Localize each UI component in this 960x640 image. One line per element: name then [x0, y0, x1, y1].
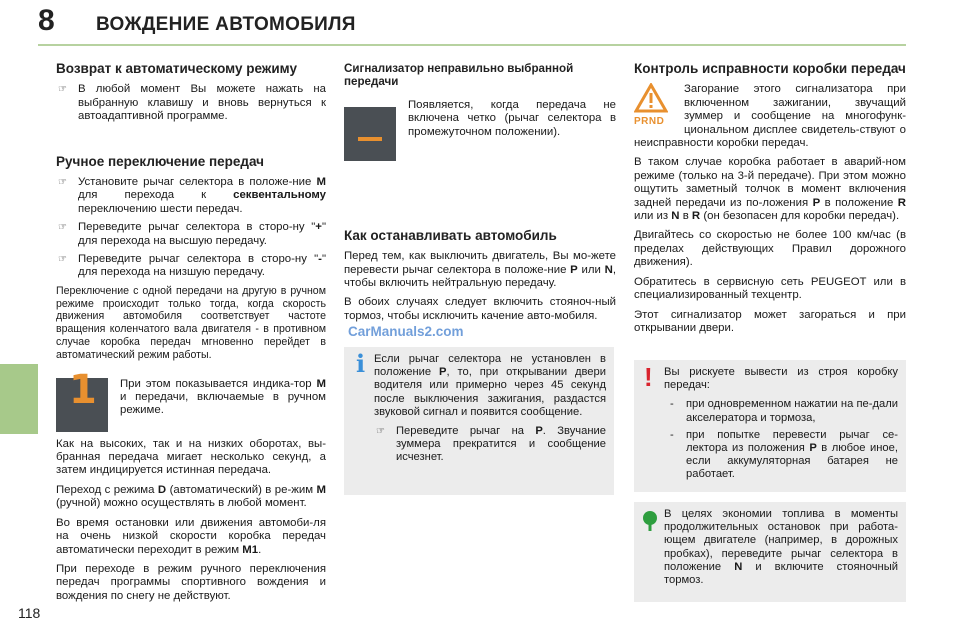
bullet-item: ☞ Переведите рычаг селектора в сторо-ну "+" для перехода на высшую передачу. [58, 221, 326, 247]
dash-item: - при попытке перевести рычаг се-лектора из положения P в любое иное, если аккумуляторная батарея не работает. [670, 428, 898, 481]
hand-pointer-icon: ☞ [58, 177, 67, 189]
section-title-wrong-gear: Сигнализатор неправильно выбранной передачи [344, 62, 574, 89]
watermark-text: CarManuals2.com [348, 324, 464, 339]
section-title-return-auto: Возврат к автоматическому режиму [56, 61, 297, 76]
bullet-item: ☞ Переведите рычаг на P. Звучание зуммера прекратится и сообщение исчезнет. [376, 425, 606, 464]
paragraph: В обоих случаях следует включить стояноч-ный тормоз, чтобы исключить качение авто-мобиля. [344, 296, 616, 322]
paragraph: Загорание этого сигнализатора при включенном зажигании, звучащий зуммер и сообщение на многофунк-циональном дисплее свидетель-ствуют о неисправности коробки передач. [634, 83, 906, 150]
bullet-item: ☞ Установите рычаг селектора в положе-ние M для перехода к секвентальному переключению шести передач. [58, 176, 326, 215]
header-rule [38, 44, 906, 46]
section-title-manual-shift: Ручное переключение передач [56, 153, 264, 169]
prnd-label: PRND [634, 116, 665, 128]
bullet-item: ☞ Переведите рычаг селектора в сторо-ну "-" для перехода на низшую передачу. [58, 253, 326, 279]
manual-shift-note: Переключение с одной передачи на другую в ручном режиме происходит только тогда, когда скорость движения автомобиля соответствует частоте вращения коленчатого вала двигателя - в противном случае коробка передач мгновенно перейдет в автоматический режим работы. [56, 284, 326, 361]
exclamation-icon: ! [644, 362, 653, 392]
column-right [634, 62, 906, 341]
eco-note-box [634, 502, 906, 602]
dash-item: - при одновременном нажатии на пе-дали акселератора и тормоза, [670, 398, 898, 424]
chapter-number: 8 [38, 4, 55, 37]
paragraph: Двигайтесь со скоростью не более 100 км/час (в пределах действующих Правил дорожного движения). [634, 229, 906, 269]
paragraph: Этот сигнализатор может загораться и при открывании двери. [634, 308, 906, 334]
minus-gear-icon [358, 137, 382, 141]
section-title-gearbox-check: Контроль исправности коробки передач [634, 61, 906, 76]
bullet-item: ☞ В любой момент Вы можете нажать на выбранную клавишу и вновь вернуться к автоадаптивной программе. [58, 83, 326, 123]
prnd-warning-image [634, 83, 674, 131]
paragraph: Переход с режима D (автоматический) в ре-жим M (ручной) можно осуществлять в любой момент. [56, 483, 326, 510]
gear-one-icon: 1 [69, 366, 97, 413]
hand-pointer-icon: ☞ [58, 222, 67, 234]
page-number: 118 [18, 605, 41, 621]
wrong-gear-image [344, 107, 396, 161]
warning-intro: Вы рискуете вывести из строя коробку передач: [664, 366, 898, 392]
eco-leaf-icon [640, 510, 660, 537]
paragraph: Перед тем, как выключить двигатель, Вы мо-жете перевести рычаг селектора в положе-ние P или N, чтобы включить нейтральную передачу. [344, 250, 616, 290]
eco-note-text: В целях экономии топлива в моменты продолжительных остановок при работа-ющем двигателе (например, в дорожных пробках), переведите рычаг селектора в положение N и включите стояночный тормоз. [664, 508, 898, 587]
info-icon: i [356, 349, 366, 378]
hand-pointer-icon: ☞ [376, 426, 385, 438]
gear-indicator-image [56, 366, 108, 432]
chapter-title: ВОЖДЕНИЕ АВТОМОБИЛЯ [96, 14, 356, 35]
paragraph: Обратитесь в сервисную сеть PEUGEOT или в специализированный техцентр. [634, 275, 906, 302]
paragraph: В таком случае коробка работает в аварий-ном режиме (только на 3-й передаче). При этом можно ощутить заметный толчок в момент включения задней передачи из по-ложения P в положение R или из N в R (он безопасен для коробки передач). [634, 156, 906, 223]
paragraph: Как на высоких, так и на низких оборотах, вы-бранная передача мигает несколько секунд, а затем индицируется истинная передача. [56, 437, 326, 477]
info-note-box [344, 347, 614, 495]
hand-pointer-icon: ☞ [58, 254, 67, 266]
paragraph: Во время остановки или движения автомоби-ля на очень низкой скорости коробка передач автоматически переходит в режим M1. [56, 516, 326, 556]
section-title-stopping: Как останавливать автомобиль [344, 227, 557, 243]
column-left [56, 62, 326, 609]
paragraph: При переходе в режим ручного переключения передач программы спортивного вождения и вождения по снегу не действуют. [56, 562, 326, 602]
hand-pointer-icon: ☞ [58, 84, 67, 96]
warning-note-box [634, 360, 906, 492]
chapter-side-tab [0, 364, 38, 434]
column-middle [344, 62, 616, 329]
warning-triangle-icon [634, 83, 668, 113]
wrong-gear-text: Появляется, когда передача не включена четко (рычаг селектора в промежуточном положении). [408, 98, 616, 138]
indicator-text: При этом показывается индика-тор M и передачи, включаемые в ручном режиме. [120, 377, 326, 417]
info-note-text: Если рычаг селектора не установлен в положение P, то, при открывании двери водителя или примерно через 45 секунд после выключения зажигания, раздастся звуковой сигнал и появится сообщение. [374, 353, 606, 418]
